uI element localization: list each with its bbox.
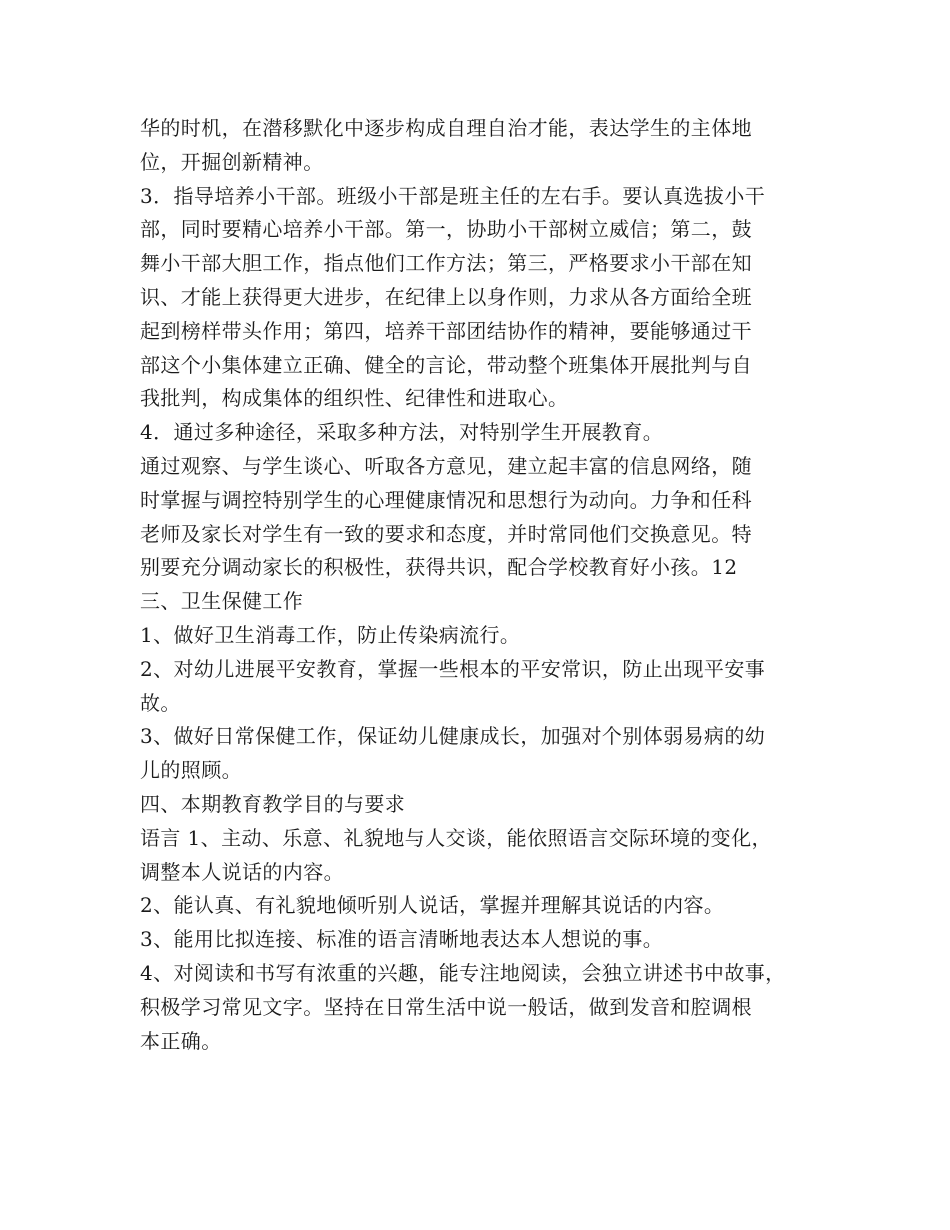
text-line: 部，同时要精心培养小干部。第一，协助小干部树立威信；第二，鼓	[140, 217, 752, 242]
text-line: 华的时机，在潜移默化中逐步构成自理自治才能，表达学生的主体地	[140, 116, 752, 140]
text-line: 语言 1、主动、乐意、礼貌地与人交谈，能依照语言交际环境的变化，	[140, 825, 772, 850]
text-line: 我批判，构成集体的组织性、纪律性和进取心。	[140, 386, 569, 411]
text-line: 识、才能上获得更大进步，在纪律上以身作则，力求从各方面给全班	[140, 284, 752, 309]
text-line: 3．指导培养小干部。班级小干部是班主任的左右手。要认真选拔小干	[140, 183, 766, 208]
section-heading: 三、卫生保健工作	[140, 589, 304, 614]
text-line: 别要充分调动家长的积极性，获得共识，配合学校教育好小孩。12	[140, 555, 738, 580]
text-line: 舞小干部大胆工作，指点他们工作方法；第三，严格要求小干部在知	[140, 251, 752, 276]
section-heading: 四、本期教育教学目的与要求	[140, 791, 406, 816]
text-line: 位，开掘创新精神。	[140, 149, 324, 174]
text-line: 老师及家长对学生有一致的要求和态度，并时常同他们交换意见。特	[140, 521, 752, 546]
text-line: 通过观察、与学生谈心、听取各方意见，建立起丰富的信息网络，随	[140, 453, 752, 478]
text-line: 儿的照顾。	[140, 758, 242, 783]
text-line: 3、能用比拟连接、标准的语言清晰地表达本人想说的事。	[140, 927, 664, 952]
text-line: 本正确。	[140, 1028, 222, 1053]
text-line: 2、对幼儿进展平安教育，掌握一些根本的平安常识，防止出现平安事	[140, 656, 766, 681]
text-line: 1、做好卫生消毒工作，防止传染病流行。	[140, 622, 521, 647]
text-line: 时掌握与调控特别学生的心理健康情况和思想行为动向。力争和任科	[140, 487, 752, 512]
text-line: 3、做好日常保健工作，保证幼儿健康成长，加强对个别体弱易病的幼	[140, 724, 766, 749]
text-line: 故。	[140, 690, 181, 715]
text-line: 积极学习常见文字。坚持在日常生活中说一般话，做到发音和腔调根	[140, 994, 752, 1019]
text-line: 2、能认真、有礼貌地倾听别人说话，掌握并理解其说话的内容。	[140, 893, 725, 918]
text-line: 起到榜样带头作用；第四，培养干部团结协作的精神，要能够通过干	[140, 318, 752, 343]
text-line: 部这个小集体建立正确、健全的言论，带动整个班集体开展批判与自	[140, 352, 752, 377]
text-line: 4、对阅读和书写有浓重的兴趣，能专注地阅读，会独立讲述书中故事，	[140, 960, 786, 985]
text-line: 4．通过多种途径，采取多种方法，对特别学生开展教育。	[140, 420, 664, 445]
text-line: 调整本人说话的内容。	[140, 859, 344, 884]
document-body	[140, 112, 830, 1058]
